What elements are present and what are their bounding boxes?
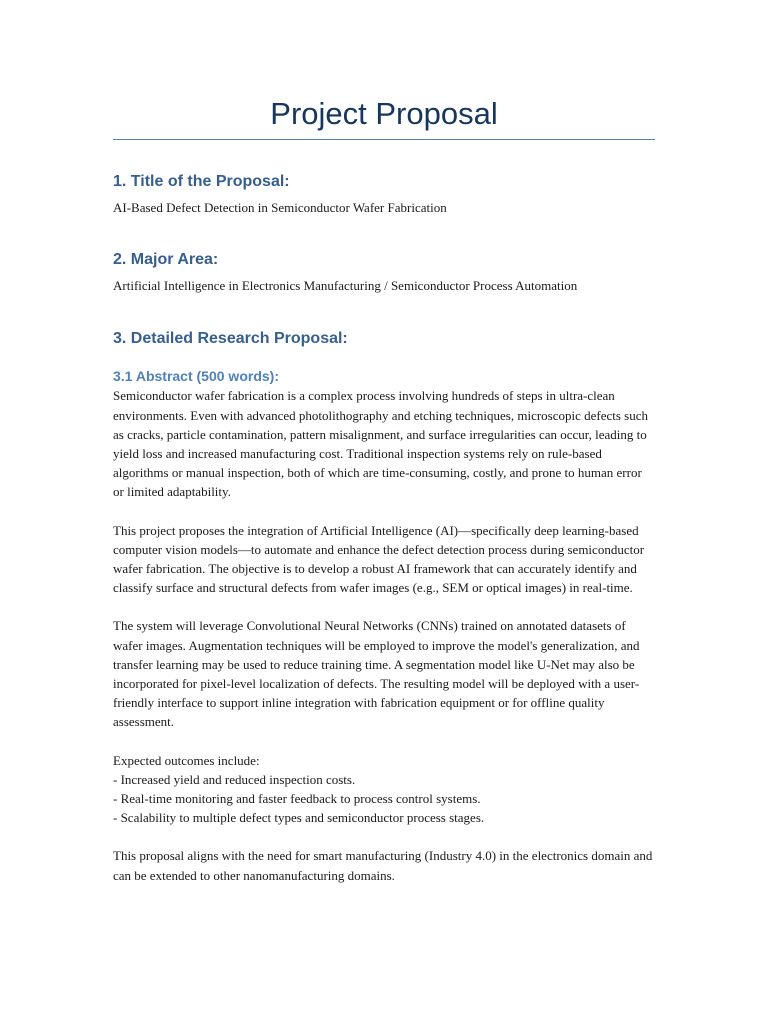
section-area-heading: 2. Major Area:	[113, 251, 219, 269]
major-area-text: Artificial Intelligence in Electronics Manufacturing / Semiconductor Process Automation	[113, 278, 578, 294]
abstract-paragraph-1: Semiconductor wafer fabrication is a complex process involving hundreds of steps in ultra-clean environments. Even with advanced photolithography and etching techniques, microscopic defects such as cracks, particle contamination, pattern misalignment, and surface irregularities can occur, leading to yield loss and increased manufacturing cost. Traditional inspection systems rely on rule-based algorithms or manual inspection, both of which are time-consuming, costly, and prone to human error or limited adaptability.	[113, 388, 649, 500]
section-title-heading: 1. Title of the Proposal:	[113, 173, 290, 190]
document-title: Project Proposal	[270, 96, 498, 131]
title-divider	[113, 139, 655, 140]
outcomes-intro: Expected outcomes include:	[113, 752, 260, 768]
section-detail-heading: 3. Detailed Research Proposal:	[113, 330, 348, 348]
expected-outcomes	[113, 751, 655, 828]
document-page	[113, 92, 655, 885]
proposal-title-text: AI-Based Defect Detection in Semiconductor Wafer Fabrication	[113, 200, 447, 215]
abstract-paragraph-3: The system will leverage Convolutional Neural Networks (CNNs) trained on annotated datasets of wafer images. Augmentation techniques will be employed to improve the model's generalization, and transfer learning may be used to reduce training time. A segmentation model like U-Net may also be incorporated for pixel-level localization of defects. The resulting model will be deployed with a user-friendly interface to support inline integration with fabrication equipment or for offline quality assessment.	[113, 618, 640, 730]
outcome-item: - Real-time monitoring and faster feedback to process control systems.	[113, 791, 481, 807]
outcome-item: - Scalability to multiple defect types and semiconductor process stages.	[113, 810, 485, 826]
abstract-paragraph-5: This proposal aligns with the need for smart manufacturing (Industry 4.0) in the electronics domain and can be extended to other nanomanufacturing domains.	[113, 848, 653, 883]
abstract-heading: 3.1 Abstract (500 words):	[113, 368, 279, 385]
outcome-item: - Increased yield and reduced inspection costs.	[113, 771, 356, 787]
abstract-paragraph-2: This project proposes the integration of Artificial Intelligence (AI)—specifically deep learning-based computer vision models—to automate and enhance the defect detection process during semiconductor wafer fabrication. The objective is to develop a robust AI framework that can accurately identify and classify surface and structural defects from wafer images (e.g., SEM or optical images) in real-time.	[113, 522, 645, 596]
abstract-body	[113, 386, 655, 884]
